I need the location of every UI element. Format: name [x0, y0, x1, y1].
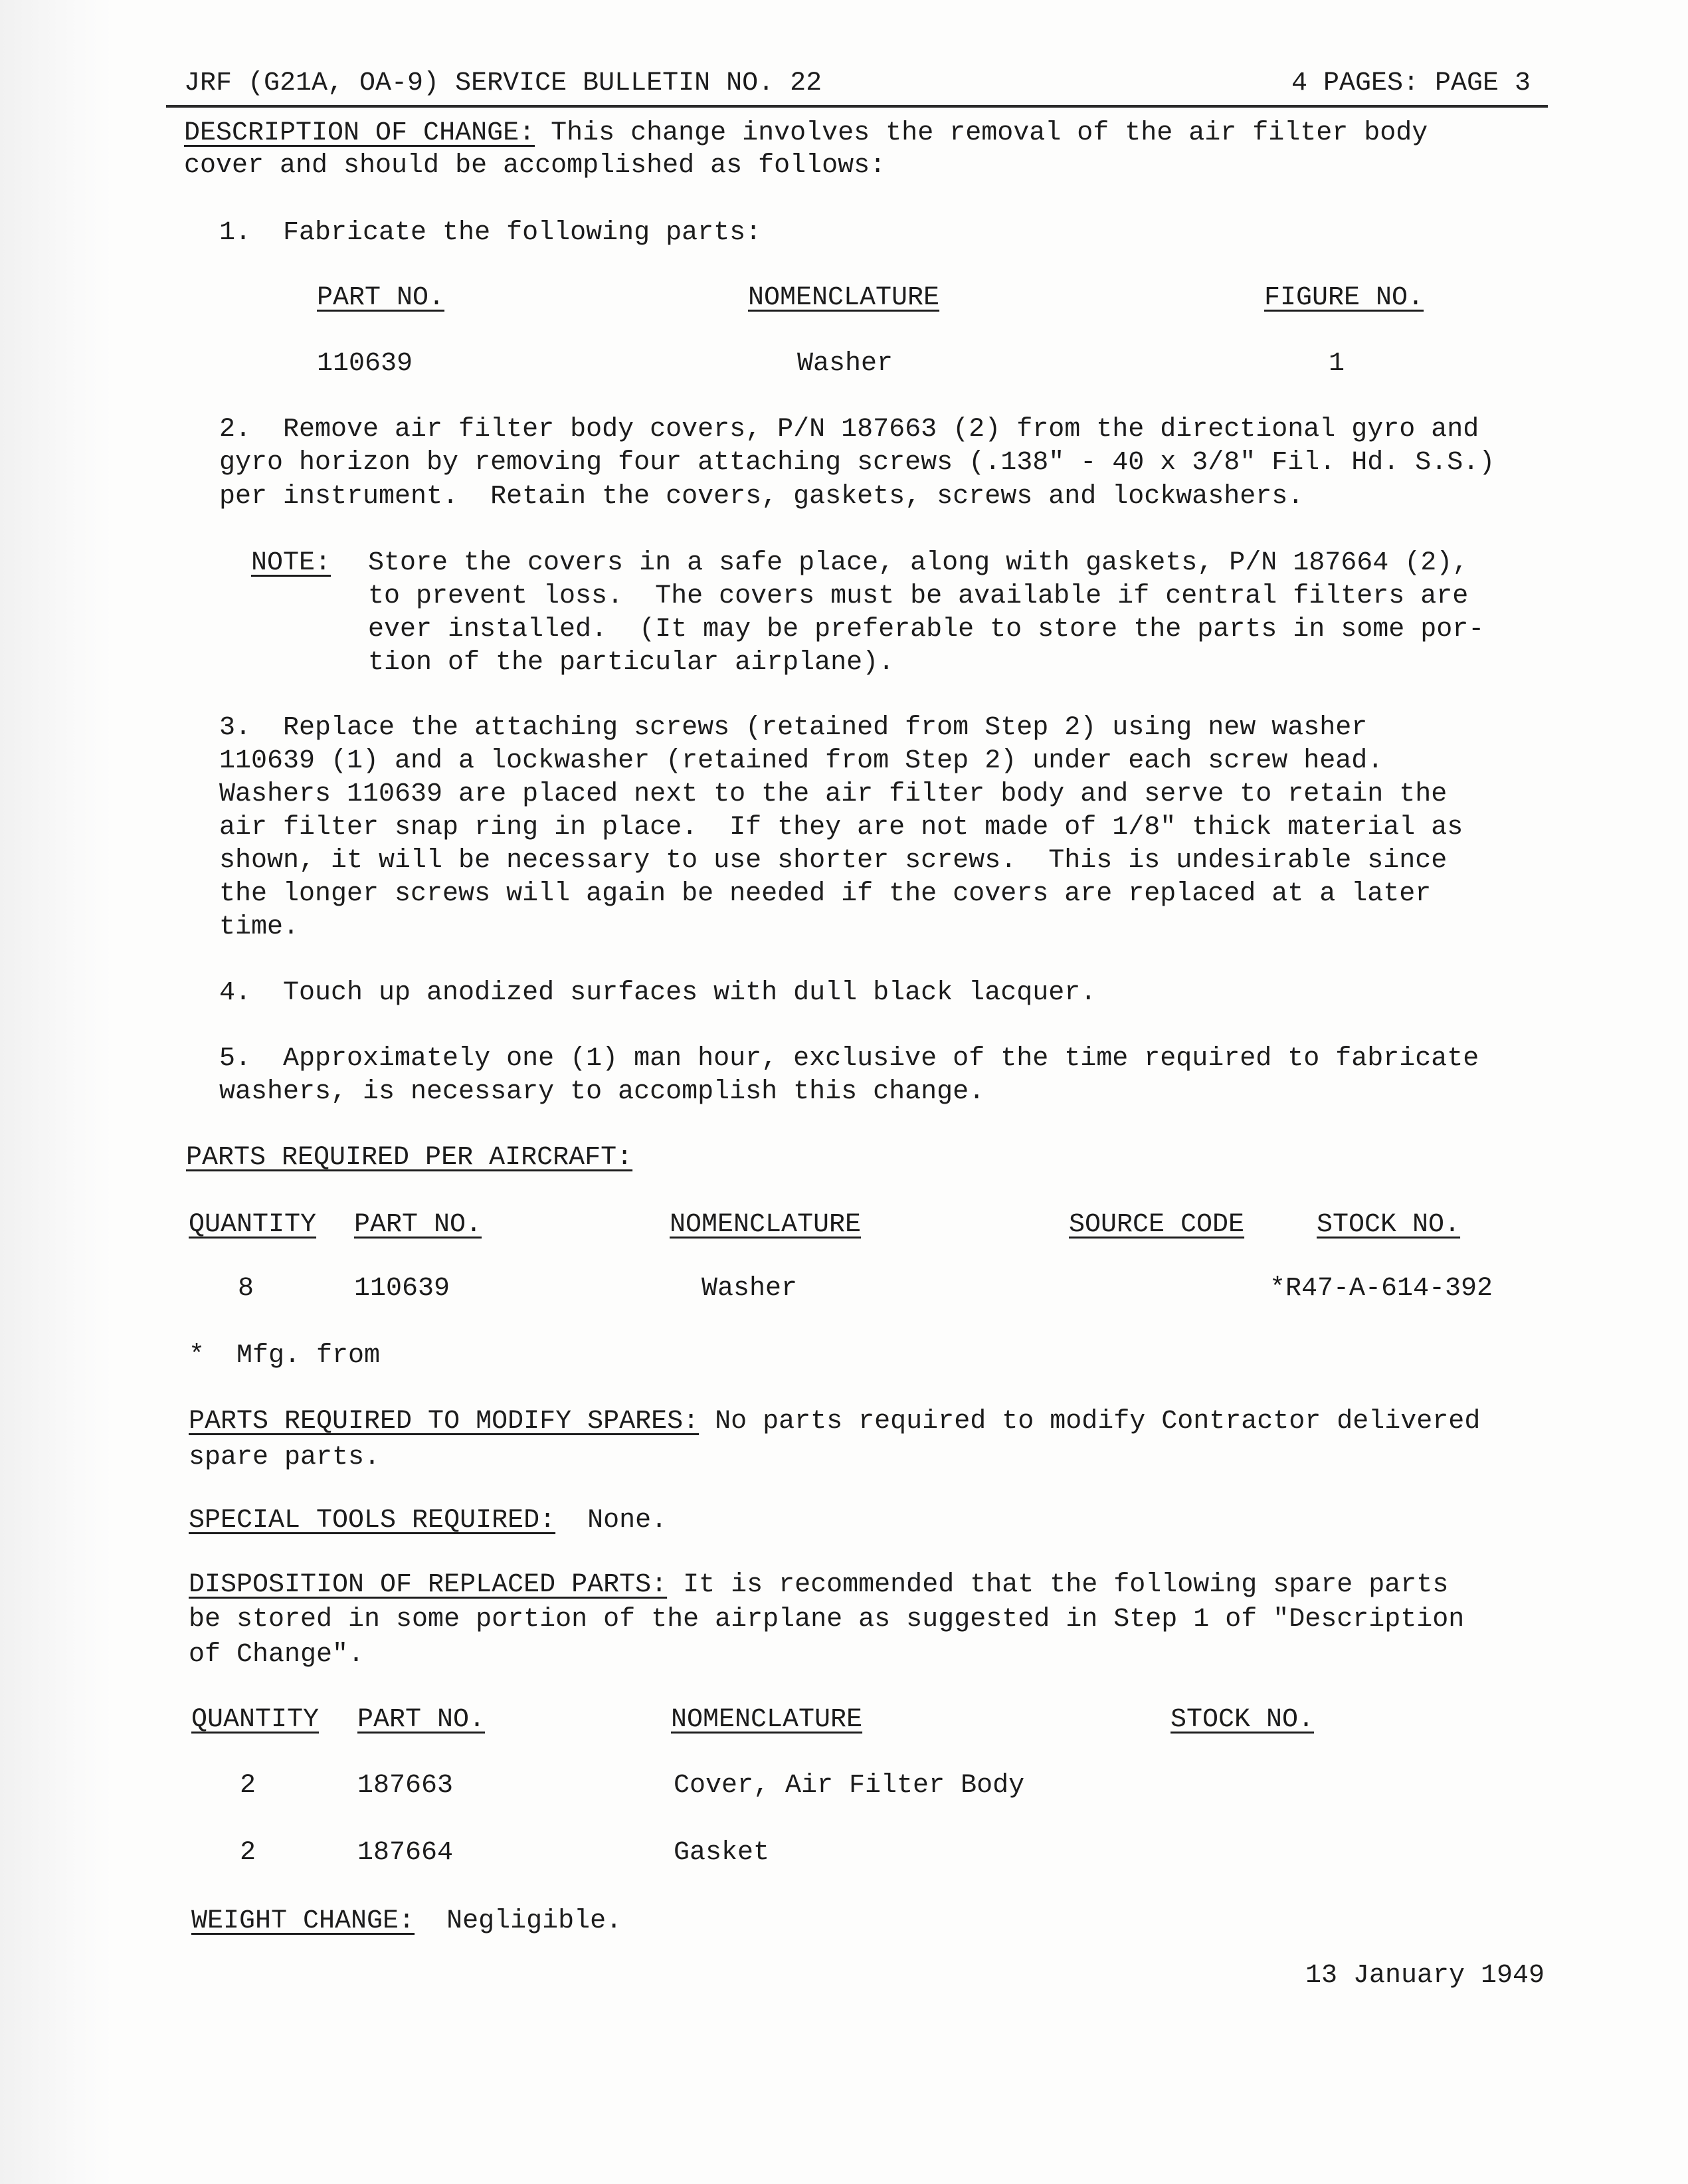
- dp-part: 187664: [357, 1838, 454, 1868]
- disposition-text: be stored in some portion of the airplane as suggested in Step 1 of "Description: [189, 1605, 1465, 1635]
- parts-required-label: PARTS REQUIRED PER AIRCRAFT:: [186, 1143, 633, 1173]
- pr-nomenclature: Washer: [702, 1274, 798, 1304]
- scan-edge: [0, 0, 113, 2184]
- step-3-line: 110639 (1) and a lockwasher (retained from Step 2) under each screw head.: [219, 746, 1384, 776]
- step-3-line: air filter snap ring in place. If they are not made of 1/8" thick material as: [219, 813, 1463, 843]
- pr-header-source: SOURCE CODE: [1069, 1210, 1245, 1240]
- weight-label: WEIGHT CHANGE:: [191, 1906, 415, 1936]
- bulletin-date: 13 January 1949: [1305, 1961, 1545, 1991]
- step-3-line: the longer screws will again be needed if the covers are replaced at a later: [219, 879, 1432, 909]
- note-line: Store the covers in a safe place, along with gaskets, P/N 187664 (2),: [368, 548, 1469, 578]
- dp-part: 187663: [357, 1771, 454, 1801]
- spares-paragraph: [189, 1405, 1480, 1439]
- tools-label: SPECIAL TOOLS REQUIRED:: [189, 1506, 556, 1536]
- step-3-line: shown, it will be necessary to use shorter screws. This is undesirable since: [219, 846, 1448, 876]
- step-3-line: Washers 110639 are placed next to the air filter body and serve to retain the: [219, 779, 1448, 809]
- dp-header-part: PART NO.: [357, 1705, 486, 1735]
- spares-label: PARTS REQUIRED TO MODIFY SPARES:: [189, 1407, 700, 1437]
- disposition-text: It is recommended that the following spare parts: [667, 1570, 1449, 1600]
- step-5-line: washers, is necessary to accomplish this change.: [219, 1077, 985, 1107]
- fab-header-part: PART NO.: [317, 283, 445, 313]
- tools-paragraph: [189, 1504, 667, 1538]
- disposition-text: of Change".: [189, 1640, 365, 1670]
- spares-text: No parts required to modify Contractor delivered: [699, 1407, 1481, 1437]
- dp-header-nomenclature: NOMENCLATURE: [671, 1705, 863, 1735]
- page-number: 4 PAGES: PAGE 3: [1291, 68, 1531, 98]
- header-rule: [166, 105, 1548, 108]
- pr-footnote: * Mfg. from: [189, 1341, 381, 1371]
- fab-nomenclature: Washer: [797, 349, 893, 379]
- disposition-label: DISPOSITION OF REPLACED PARTS:: [189, 1570, 668, 1600]
- pr-header-nomenclature: NOMENCLATURE: [670, 1210, 862, 1240]
- weight-value: Negligible.: [415, 1906, 622, 1936]
- dp-header-stock: STOCK NO.: [1171, 1705, 1315, 1735]
- note-line: tion of the particular airplane).: [368, 648, 895, 678]
- pr-header-part: PART NO.: [354, 1210, 482, 1240]
- step-5-line: 5. Approximately one (1) man hour, exclusive of the time required to fabricate: [219, 1044, 1479, 1074]
- fab-header-figure: FIGURE NO.: [1264, 283, 1424, 313]
- dp-quantity: 2: [240, 1771, 256, 1801]
- pr-part: 110639: [354, 1274, 450, 1304]
- pr-header-quantity: QUANTITY: [189, 1210, 317, 1240]
- step-2-line: 2. Remove air filter body covers, P/N 187663 (2) from the directional gyro and: [219, 415, 1479, 445]
- description-text: This change involves the removal of the air filter body: [535, 118, 1428, 148]
- pr-quantity: 8: [238, 1274, 254, 1304]
- pr-header-stock: STOCK NO.: [1317, 1210, 1461, 1240]
- dp-header-quantity: QUANTITY: [191, 1705, 320, 1735]
- step-3-line: time.: [219, 912, 300, 942]
- step-2-line: per instrument. Retain the covers, gaskets, screws and lockwashers.: [219, 482, 1304, 512]
- description-paragraph: [184, 117, 1428, 150]
- note-line: ever installed. (It may be preferable to store the parts in some por-: [368, 615, 1485, 645]
- spares-text: spare parts.: [189, 1442, 381, 1472]
- pr-stock: *R47-A-614-392: [1269, 1274, 1493, 1304]
- weight-paragraph: [191, 1905, 622, 1938]
- disposition-paragraph: [189, 1569, 1448, 1602]
- step-2-line: gyro horizon by removing four attaching screws (.138" - 40 x 3/8" Fil. Hd. S.S.): [219, 448, 1495, 478]
- step-3-line: 3. Replace the attaching screws (retained from Step 2) using new washer: [219, 713, 1368, 743]
- step-1: 1. Fabricate the following parts:: [219, 218, 762, 248]
- fab-figure: 1: [1329, 349, 1345, 379]
- fab-part: 110639: [317, 349, 413, 379]
- bulletin-title: JRF (G21A, OA-9) SERVICE BULLETIN NO. 22: [184, 68, 822, 98]
- note-label: NOTE:: [251, 548, 331, 578]
- description-text: cover and should be accomplished as follows:: [184, 151, 886, 181]
- dp-quantity: 2: [240, 1838, 256, 1868]
- tools-value: None.: [555, 1506, 668, 1536]
- step-4: 4. Touch up anodized surfaces with dull black lacquer.: [219, 978, 1097, 1008]
- description-label: DESCRIPTION OF CHANGE:: [184, 118, 535, 148]
- fab-header-nomenclature: NOMENCLATURE: [748, 283, 940, 313]
- dp-nomenclature: Gasket: [674, 1838, 770, 1868]
- dp-nomenclature: Cover, Air Filter Body: [674, 1771, 1025, 1801]
- note-line: to prevent loss. The covers must be available if central filters are: [368, 581, 1469, 611]
